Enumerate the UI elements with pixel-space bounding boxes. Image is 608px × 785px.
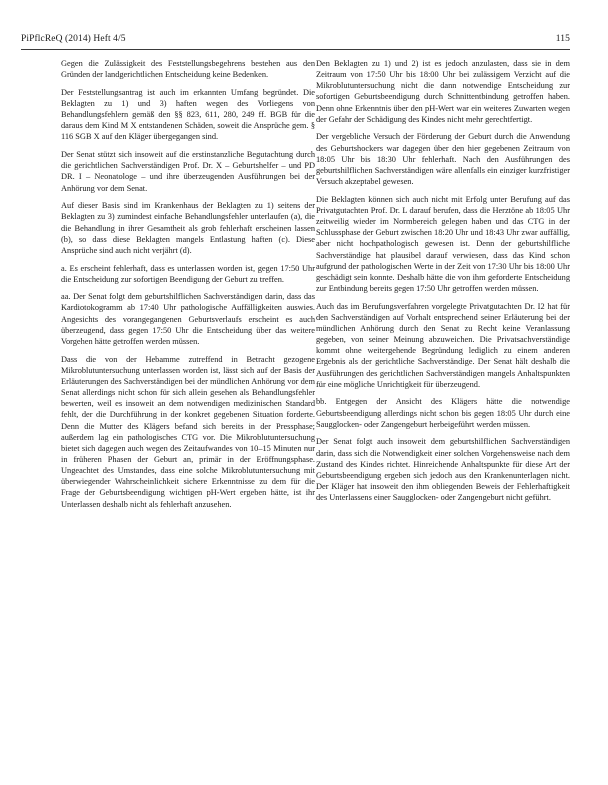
paragraph: bb. Entgegen der Ansicht des Klägers hätte die notwendige Geburtsbeendigung allerdings nicht schon bis gegen 18:05 Uhr durch eine Saugglocken- oder Zangengeburt herbeigeführt werden müssen.: [316, 397, 570, 429]
right-column: [316, 58, 570, 510]
paragraph: aa. Der Senat folgt dem geburtshilflichen Sachverständigen darin, dass das Kardiotokogramm ab 17:40 Uhr pathologische Auffälligkeiten auswies. Angesichts des vorangegangenen Geburtsverlaufs erscheint es auch überzeugend, dass gegen 17:50 Uhr die Entscheidung über das weitere Vorgehen hätte getroffen werden müssen.: [61, 292, 315, 346]
paragraph: Den Beklagten zu 1) und 2) ist es jedoch anzulasten, dass sie in dem Zeitraum von 17:50 Uhr bis 18:00 Uhr bei zulässigem Verzicht auf die Mikroblutuntersuchung nicht die dann notwendige Entscheidung zur sofortigen Geburtsbeendigung durch Schnittentbindung getroffen haben. Denn ohne Erkenntnis über den pH-Wert war ein weiteres Zuwarten wegen der Gefahr der Schädigung des Kindes nicht mehr gerechtfertigt.: [316, 59, 570, 124]
paragraph: a. Es erscheint fehlerhaft, dass es unterlassen worden ist, gegen 17:50 Uhr die Entscheidung zur sofortigen Beendigung der Geburt zu treffen.: [61, 263, 315, 284]
paragraph: Auch das im Berufungsverfahren vorgelegte Privatgutachten Dr. I2 hat für den Sachverständigen auf Vorhalt entsprechend seiner Erläuterung bei der mündlichen Anhörung durch den Senat zu Recht keine Veranlassung gegeben, von seiner Meinung abzuweichen. Die Privatsachverständige kommt ohne weitergehende Begründung lediglich zu einem anderen Ergebnis als der gerichtliche Sachverständige. Der Senat hält deshalb die Ausführungen des gerichtlichen Sachverständigen mangels Anhaltspunkten für eine mögliche Unrichtigkeit für überzeugend.: [316, 301, 570, 389]
left-column: [61, 58, 315, 516]
header-rule: [21, 49, 570, 50]
paragraph: Gegen die Zulässigkeit des Feststellungsbegehrens bestehen aus den Gründen der landgerichtlichen Entscheidung keine Bedenken.: [61, 59, 315, 80]
paragraph: Der Feststellungsantrag ist auch im erkannten Umfang begründet. Die Beklagten zu 1) und 3) haften wegen des Vorliegens von Behandlungsfehlern gemäß den §§ 823, 611, 280, 249 ff. BGB für die daraus dem Kind M X entstandenen Schäden, soweit die Ansprüche gem. § 116 SGB X auf den Kläger übergegangen sind.: [61, 87, 315, 142]
paragraph: Der Senat folgt auch insoweit dem geburtshilflichen Sachverständigen darin, dass sich die Notwendigkeit einer solchen Vorgehensweise nach dem Zustand des Kindes richtet. Hinreichende Anhaltspunkte für diese Art der Geburtsbeendigung ergeben sich jedoch aus den Krankenunterlagen nicht. Der Kläger hat insoweit den ihm obliegenden Beweis der Fehlerhaftigkeit des Unterlassens einer Saugglocken- oder Zangengeburt nicht geführt.: [316, 437, 570, 503]
paragraph: Der Senat stützt sich insoweit auf die erstinstanzliche Begutachtung durch die gerichtlichen Sachverständigen Prof. Dr. X – Geburtshelfer – und PD DR. I – Neonatologe – und ihre überzeugenden Ausführungen bei der Anhörung vor dem Senat.: [61, 150, 315, 193]
paragraph: Der vergebliche Versuch der Förderung der Geburt durch die Anwendung des Geburtshockers war dagegen über den hier gegebenen Zeitraum von 18:05 Uhr bis 18:30 Uhr fehlerhaft. Nach den Ausführungen des geburtshilflichen Sachverständigen wäre allenfalls ein einziger kurzfristiger Versuch akzeptabel gewesen.: [316, 132, 570, 187]
paragraph: Dass die von der Hebamme zutreffend in Betracht gezogene Mikroblutuntersuchung unterlassen worden ist, lässt sich auf der Basis der Erläuterungen des Sachverständigen bei der mündlichen Anhörung vor dem Senat allerdings nicht schon für sich allein gesehen als Behandlungsfehler bewerten, weil es insoweit an dem notwendigen medizinischen Standard fehlt, der die Durchführung in der konkret gegebenen Situation forderte. Denn die Mutter des Klägers befand sich bereits in der Pressphase; außerdem lag ein pathologisches CTG vor. Die Mikroblutuntersuchung bietet sich dagegen auch wegen des Zeitaufwandes von 10–15 Minuten nur in früheren Phasen der Geburt an, primär in der Eröffnungsphase. Ungeachtet des Umstandes, dass eine solche Mikroblutuntersuchung mit überwiegender Wahrscheinlichkeit sichere Erkenntnisse zu dem für die Frage der Geburtsbeendigung wichtigen pH-Wert ergeben hätte, ist ihr Unterlassen deshalb nicht als fehlerhaft anzusehen.: [61, 354, 315, 509]
paragraph: Die Beklagten können sich auch nicht mit Erfolg unter Berufung auf das Privatgutachten Prof. Dr. L darauf berufen, dass die Herztöne ab 18:05 Uhr zeitweilig wieder im Normbereich gelegen haben und das CTG in der Schlussphase der Geburt zwischen 18:20 Uhr und 18:43 Uhr zwar auffällig, aber nicht hochpathologisch gewesen ist. Denn der geburtshilfliche Sachverständige hat plausibel darauf verwiesen, dass das Kind schon aufgrund der pathologischen Werte in der Zeit von 17:30 Uhr bis 18:00 Uhr geschädigt sein konnte. Deshalb hätte die von ihm geforderte Entscheidung zur Entbindung bereits gegen 17:50 Uhr getroffen werden müssen.: [316, 194, 570, 293]
page-number: 115: [555, 34, 570, 44]
journal-reference: PiPflcReQ (2014) Heft 4/5: [21, 34, 126, 44]
paragraph: Auf dieser Basis sind im Krankenhaus der Beklagten zu 1) seitens der Beklagten zu 3) zumindest einfache Behandlungsfehler unterlaufen (a), die die Behandlung in ihrer Gesamtheit als grob fehlerhaft erscheinen lassen (b), so dass diese Beklagten mangels Entlastung haften (c). Diese Ansprüche sind auch nicht verjährt (d).: [61, 201, 315, 255]
page-header: [21, 34, 570, 44]
